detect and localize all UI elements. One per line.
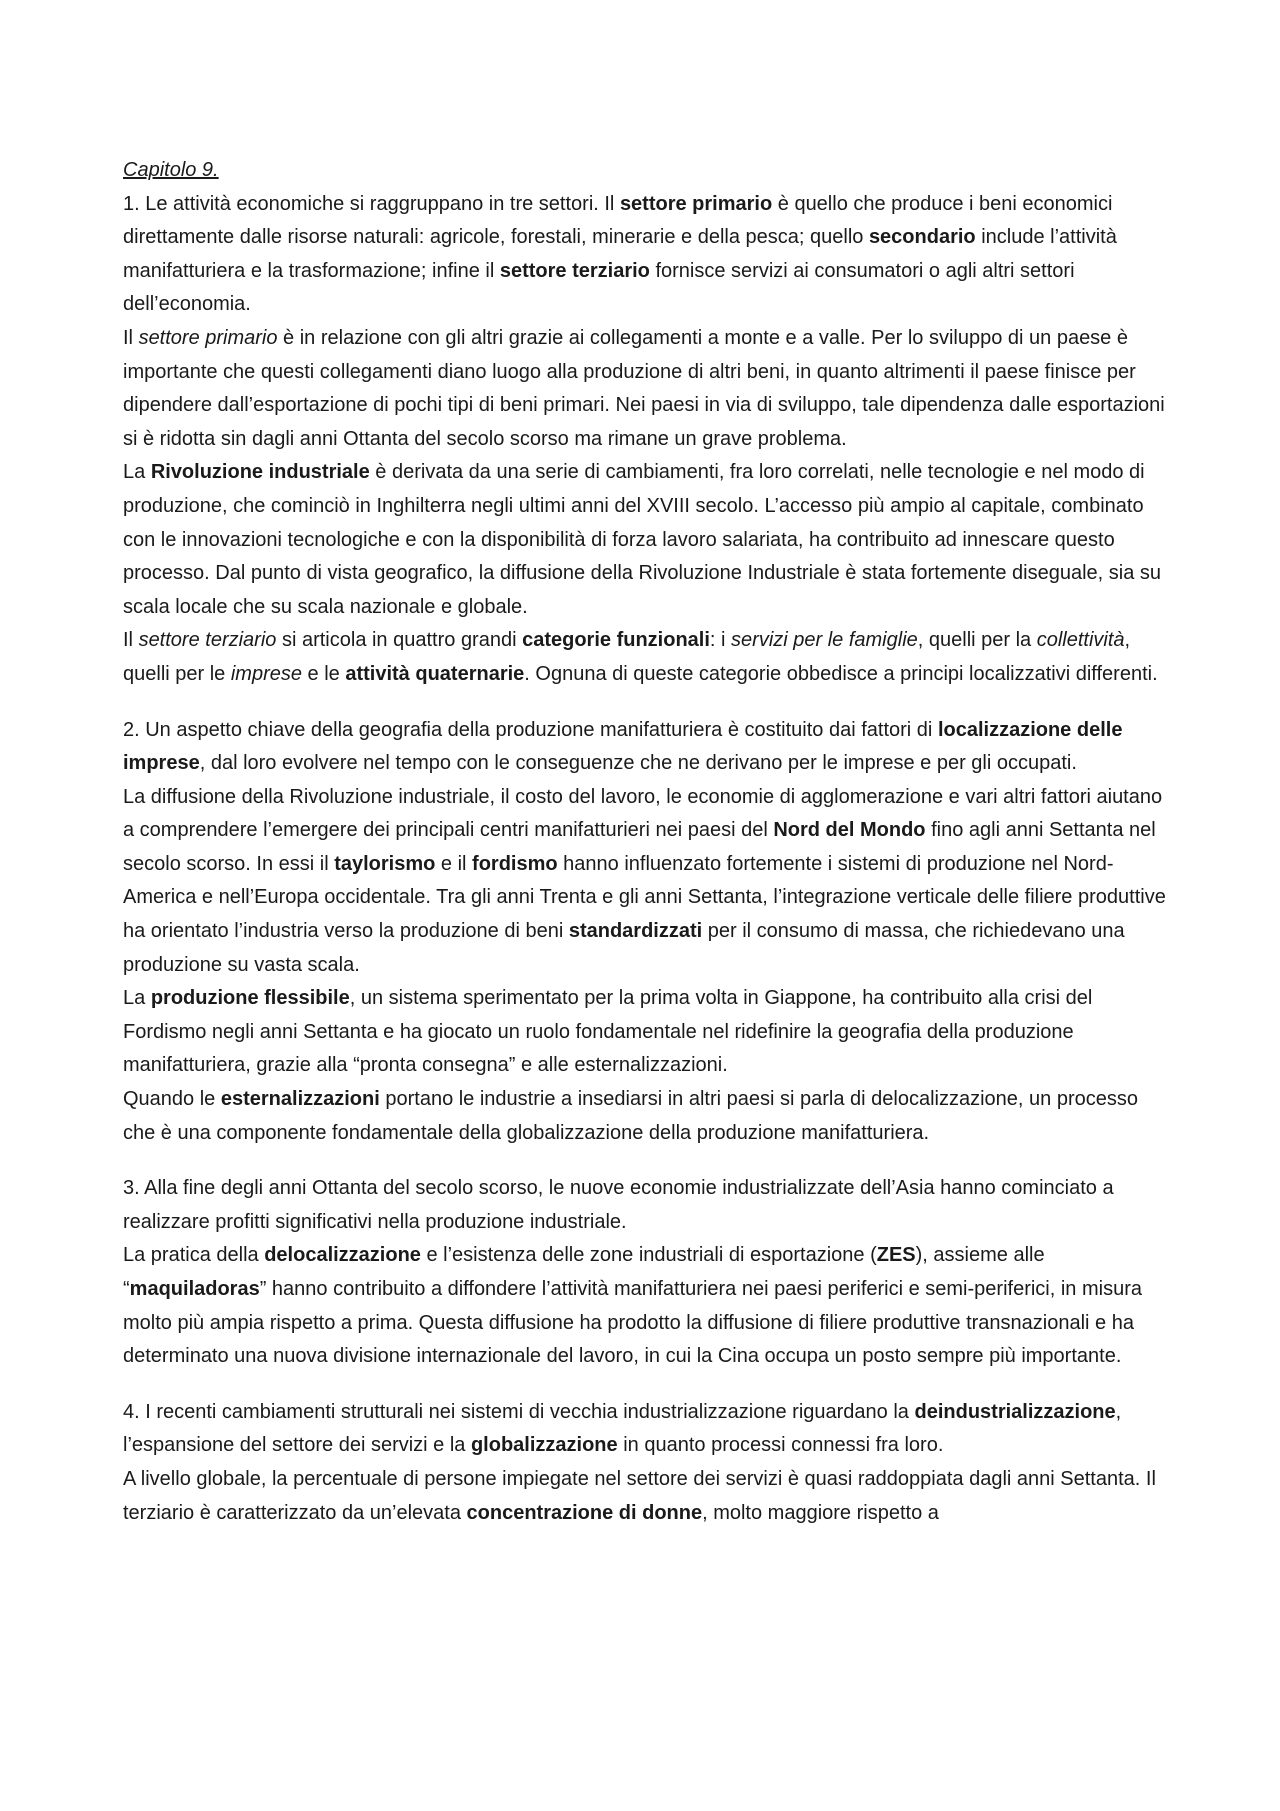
paragraph: La pratica della delocalizzazione e l’esistenza delle zone industriali di esportazione (ZES), assieme alle “maquiladoras” hanno contribuito a diffondere l’attività manifatturiera nei paesi periferici e semi-periferici, in misura molto più ampia rispetto a prima. Questa diffusione ha prodotto la diffusione di filiere produttive transnazionali e ha determinato una nuova divisione internazionale del lavoro, in cui la Cina occupa un posto sempre più importante. xyxy=(123,1244,1142,1368)
paragraph: La Rivoluzione industriale è derivata da una serie di cambiamenti, fra loro correlati, nelle tecnologie e nel modo di produzione, che cominciò in Inghilterra negli ultimi anni del XVIII secolo. L’accesso più ampio al capitale, combinato con le innovazioni tecnologiche e con la disponibilità di forza lavoro salariata, ha contribuito ad innescare questo processo. Dal punto di vista geografico, la diffusione della Rivoluzione Industriale è stata fortemente diseguale, sia su scala locale che su scala nazionale e globale. xyxy=(123,461,1162,618)
paragraph: 4. I recenti cambiamenti strutturali nei sistemi di vecchia industrializzazione riguardano la deindustrializzazione, l’espansione del settore dei servizi e la globalizzazione in quanto processi connessi fra loro. xyxy=(123,1400,1122,1457)
paragraph: A livello globale, la percentuale di persone impiegate nel settore dei servizi è quasi raddoppiata dagli anni Settanta. Il terziario è caratterizzato da un’elevata concentrazione di donne, molto maggiore rispetto a xyxy=(123,1467,1156,1524)
paragraph: 2. Un aspetto chiave della geografia della produzione manifatturiera è costituito dai fattori di localizzazione delle imprese, dal loro evolvere nel tempo con le conseguenze che ne derivano per le imprese e per gli occupati. xyxy=(123,718,1123,775)
paragraph: 1. Le attività economiche si raggruppano in tre settori. Il settore primario è quello che produce i beni economici direttamente dalle risorse naturali: agricole, forestali, minerarie e della pesca; quello secondario include l’attività manifatturiera e la trasformazione; infine il settore terziario fornisce servizi ai consumatori o agli altri settori dell’economia. xyxy=(123,192,1117,316)
paragraph: Il settore terziario si articola in quattro grandi categorie funzionali: i servizi per le famiglie, quelli per la collettività, quelli per le imprese e le attività quaternarie. Ognuna di queste categorie obbedisce a principi localizzativi differenti. xyxy=(123,629,1158,685)
paragraph: La diffusione della Rivoluzione industriale, il costo del lavoro, le economie di agglomerazione e vari altri fattori aiutano a comprendere l’emergere dei principali centri manifatturieri nei paesi del Nord del Mondo fino agli anni Settanta nel secolo scorso. In essi il taylorismo e il fordismo hanno influenzato fortemente i sistemi di produzione nel Nord-America e nell’Europa occidentale. Tra gli anni Trenta e gli anni Settanta, l’integrazione verticale delle filiere produttive ha orientato l’industria verso la produzione di beni standardizzati per il consumo di massa, che richiedevano una produzione su vasta scala. xyxy=(123,785,1166,976)
paragraph: Quando le esternalizzazioni portano le industrie a insediarsi in altri paesi si parla di delocalizzazione, un processo che è una componente fondamentale della globalizzazione della produzione manifatturiera. xyxy=(123,1088,1138,1144)
chapter-title: Capitolo 9. xyxy=(123,159,219,181)
document-page xyxy=(123,154,1169,1530)
paragraph: Il settore primario è in relazione con gli altri grazie ai collegamenti a monte e a valle. Per lo sviluppo di un paese è importante che questi collegamenti diano luogo alla produzione di altri beni, in quanto altrimenti il paese finisce per dipendere dall’esportazione di pochi tipi di beni primari. Nei paesi in via di sviluppo, tale dipendenza dalle esportazioni si è ridotta sin dagli anni Ottanta del secolo scorso ma rimane un grave problema. xyxy=(123,326,1165,450)
paragraph: 3. Alla fine degli anni Ottanta del secolo scorso, le nuove economie industrializzate dell’Asia hanno cominciato a realizzare profitti significativi nella produzione industriale. xyxy=(123,1177,1114,1233)
paragraph: La produzione flessibile, un sistema sperimentato per la prima volta in Giappone, ha contribuito alla crisi del Fordismo negli anni Settanta e ha giocato un ruolo fondamentale nel ridefinire la geografia della produzione manifatturiera, grazie alla “pronta consegna” e alle esternalizzazioni. xyxy=(123,987,1093,1077)
